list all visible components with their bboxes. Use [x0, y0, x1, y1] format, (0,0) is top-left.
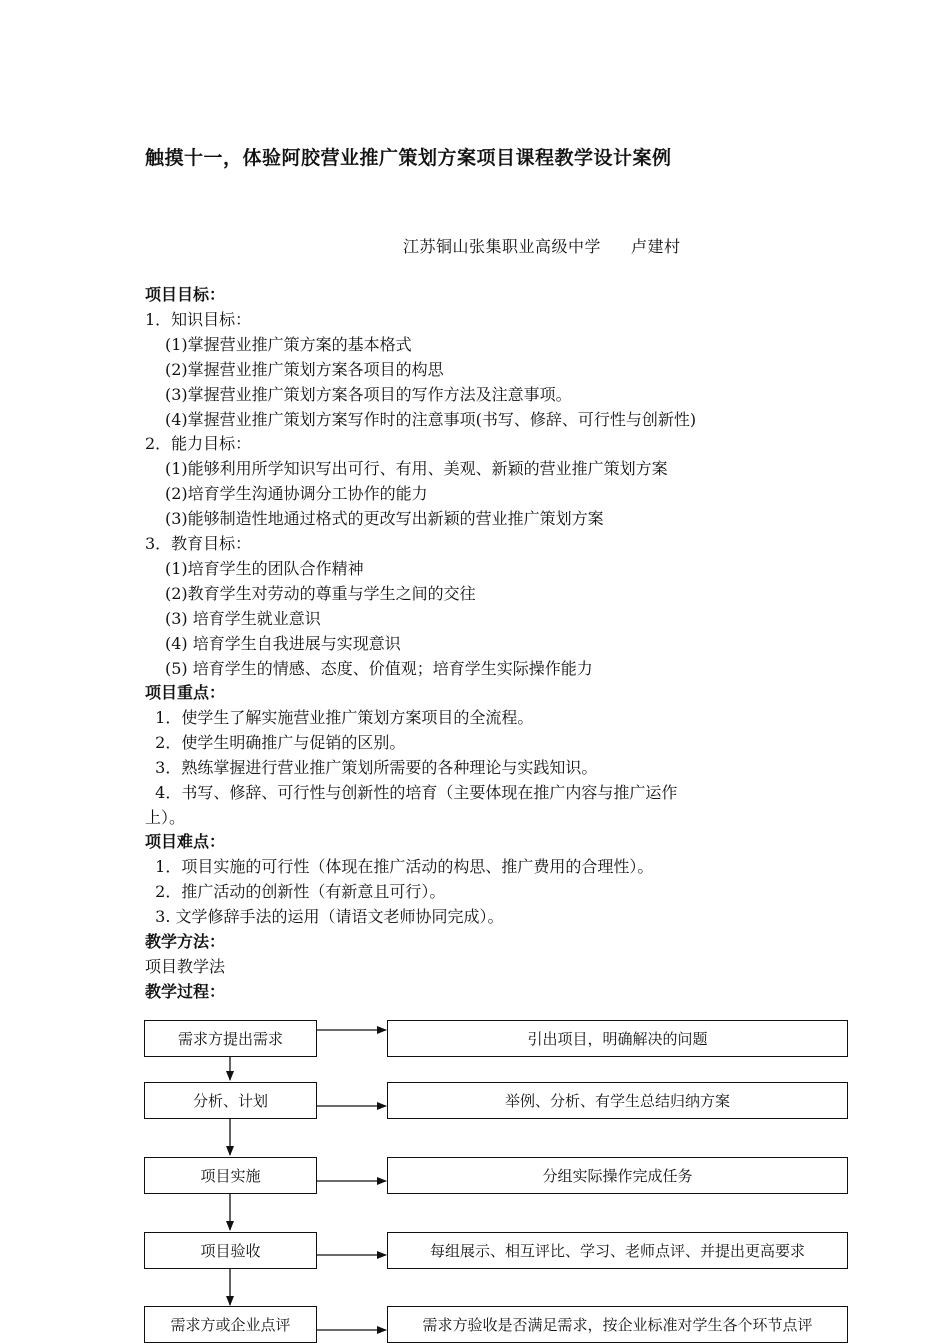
ability-goal-item: (1)能够利用所学知识写出可行、有用、美观、新颖的营业推广策划方案 [165, 459, 668, 478]
focus-item: 3．熟练掌握进行营业推广策划所需要的各种理论与实践知识。 [145, 758, 598, 777]
education-goals-heading: 3．教育目标： [145, 534, 252, 553]
knowledge-goals-heading: 1．知识目标： [145, 310, 252, 329]
flow-step-description: 分组实际操作完成任务 [387, 1157, 848, 1194]
education-goal-item: (5) 培育学生的情感、态度、价值观；培育学生实际操作能力 [165, 659, 593, 678]
heading-project-difficulties: 项目难点： [145, 832, 226, 851]
difficulty-item: 2．推广活动的创新性（有新意且可行）。 [145, 882, 446, 901]
heading-project-goals: 项目目标： [145, 285, 226, 304]
flow-step-description: 引出项目，明确解决的问题 [387, 1020, 848, 1057]
author-school: 江苏铜山张集职业高级中学 [403, 237, 602, 256]
heading-teaching-method: 教学方法： [145, 932, 226, 951]
knowledge-goal-item: (2)掌握营业推广策划方案各项目的构思 [165, 360, 444, 379]
knowledge-goal-item: (3)掌握营业推广策划方案各项目的写作方法及注意事项。 [165, 385, 572, 404]
education-goal-item: (4) 培育学生自我进展与实现意识 [165, 634, 401, 653]
flow-step-description: 举例、分析、有学生总结归纳方案 [387, 1082, 848, 1119]
flow-step-box: 项目实施 [144, 1157, 317, 1194]
focus-item-continuation: 上）。 [145, 808, 186, 827]
focus-item: 4．书写、修辞、可行性与创新性的培育（主要体现在推广内容与推广运作 [145, 783, 678, 802]
education-goal-item: (1)培育学生的团队合作精神 [165, 559, 364, 578]
difficulty-item: 3. 文学修辞手法的运用（请语文老师协同完成）。 [145, 907, 504, 926]
author-name: 卢建村 [631, 237, 681, 256]
flow-step-box: 需求方提出需求 [144, 1020, 317, 1057]
focus-item: 2．使学生明确推广与促销的区别。 [145, 733, 406, 752]
document-title: 触摸十一，体验阿胶营业推广策划方案项目课程教学设计案例 [145, 147, 672, 169]
teaching-method-text: 项目教学法 [145, 957, 226, 976]
flow-step-description: 每组展示、相互评比、学习、老师点评、并提出更高要求 [387, 1232, 848, 1269]
flow-step-box: 需求方或企业点评 [144, 1306, 317, 1343]
knowledge-goal-item: (4)掌握营业推广策划方案写作时的注意事项(书写、修辞、可行性与创新性) [165, 410, 697, 429]
flow-step-box: 分析、计划 [144, 1082, 317, 1119]
heading-project-focus: 项目重点： [145, 683, 226, 702]
knowledge-goal-item: (1)掌握营业推广策方案的基本格式 [165, 335, 412, 354]
flow-step-description: 需求方验收是否满足需求，按企业标准对学生各个环节点评 [387, 1306, 848, 1343]
ability-goal-item: (2)培育学生沟通协调分工协作的能力 [165, 484, 428, 503]
focus-item: 1．使学生了解实施营业推广策划方案项目的全流程。 [145, 708, 534, 727]
education-goal-item: (2)教育学生对劳动的尊重与学生之间的交往 [165, 584, 476, 603]
ability-goal-item: (3)能够制造性地通过格式的更改写出新颖的营业推广策划方案 [165, 509, 604, 528]
flow-step-box: 项目验收 [144, 1232, 317, 1269]
education-goal-item: (3) 培育学生就业意识 [165, 609, 321, 628]
ability-goals-heading: 2．能力目标： [145, 434, 252, 453]
heading-teaching-process: 教学过程： [145, 982, 226, 1001]
difficulty-item: 1．项目实施的可行性（体现在推广活动的构思、推广费用的合理性）。 [145, 857, 654, 876]
